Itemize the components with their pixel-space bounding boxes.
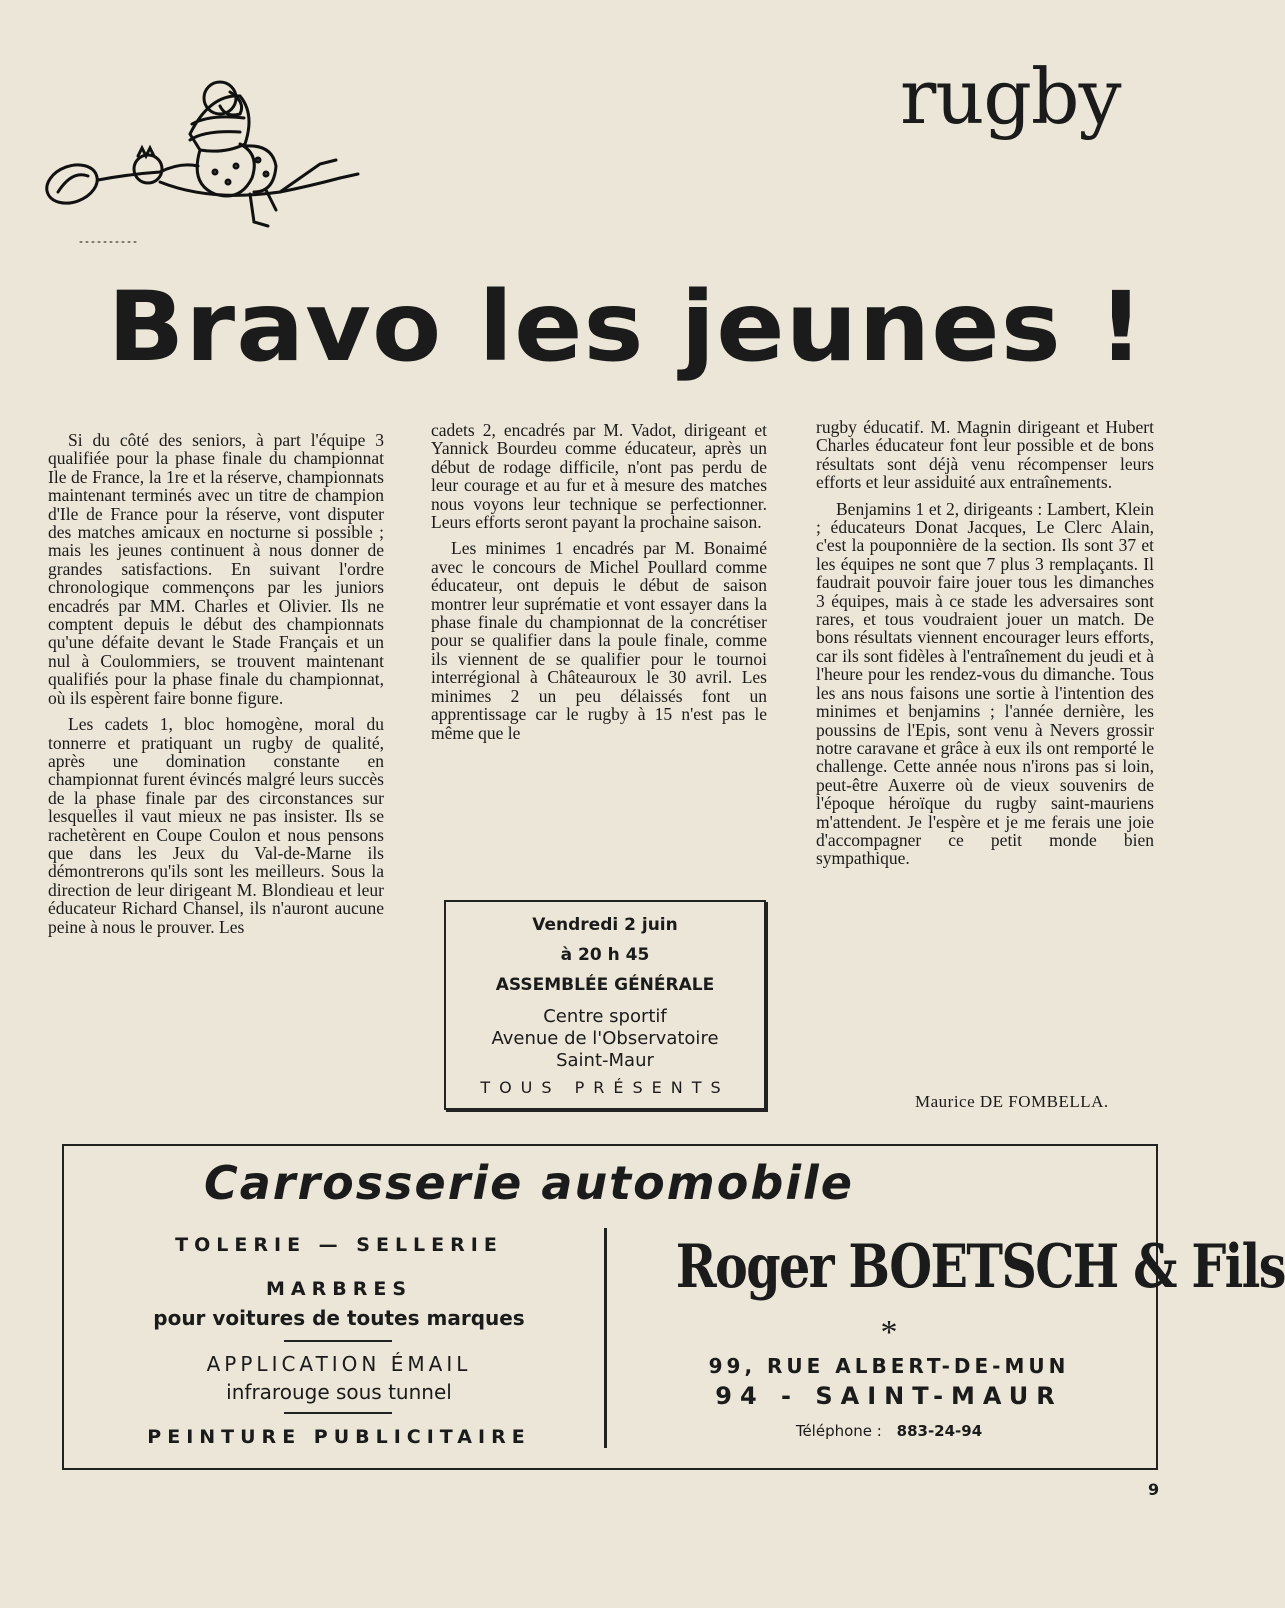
ad-divider [604,1228,607,1448]
headline: Bravo les jeunes ! [107,271,1145,383]
article-paragraph: Les cadets 1, bloc homogène, moral du tonnerre et pratiquant un rugby de qualité, après une domination constante en championnat furent évincés malgré leurs succès de la phase finale par des circonstances sur lesquelles il vaut mieux ne pas insister. Ils se rachetèrent en Coupe Coulon et nous pensons que dans les Jeux du Val-de-Marne ils démontrerons qu'ils sont les meilleurs. Sous la direction de leur dirigeant M. Blondieau et leur éducateur Richard Chansel, ils n'auront aucune peine à nous le prouver. Les [48,714,384,937]
ad-services-line2: MARBRES [265,1278,413,1300]
ad-services-line5: infrarouge sous tunnel [226,1380,452,1404]
ad-address-line2: 94 - SAINT-MAUR [715,1382,1063,1410]
ad-phone-label: Téléphone : [795,1422,882,1440]
event-venue-line2: Avenue de l'Observatoire [491,1028,719,1049]
ad-title: Carrosserie automobile [204,1156,854,1210]
ad-phone [629,1422,1149,1440]
article-paragraph: Les minimes 1 encadrés par M. Bonaimé avec le concours de Michel Poullard comme éducateur, ont depuis le début de saison montrer leur suprématie et vont essayer dans la phase finale du championnat de la concrétiser pour se qualifier dans la poule finale, comme ils viennent de se qualifier pour le tournoi interrégional à Châteauroux le 30 avril. Les minimes 2 un peu délaissés font un apprentissage car le rugby à 15 n'est pas le même que le [431,538,767,743]
ad-services-line3: pour voitures de toutes marques [153,1306,525,1330]
author-signature: Maurice DE FOMBELLA. [915,1092,1109,1111]
ad-services-line6: PEINTURE PUBLICITAIRE [147,1426,531,1448]
article-paragraph: cadets 2, encadrés par M. Vadot, dirigeant et Yannick Bourdeu comme éducateur, après un début de rodage difficile, n'ont pas perdu de leur courage et au fur et à mesure des matches nous voyons leur technique se perfectionner. Leurs efforts seront payant la prochaine saison. [431,420,767,533]
ad-services-line4: APPLICATION ÉMAIL [206,1352,472,1376]
ad-services-line1: TOLERIE — SELLERIE [175,1234,503,1256]
article-column-3 [816,418,1154,876]
article-paragraph: Benjamins 1 et 2, dirigeants : Lambert, Klein ; éducateurs Donat Jacques, Le Clerc Alain, c'est la pouponnière de la section. Ils sont 37 et les équipes ne sont que 7 plus 3 remplaçants. Il faudrait pouvoir faire jouer tous les dimanches 3 équipes, mais à ce stade les adversaires sont rares, et tous voudraient jouer un match. De bons résultats viennent encourager leurs efforts, car ils sont fidèles à l'entraînement du jeudi et à l'heure pour les rendez-vous du dimanche. Tous les ans nous faisons une sortie à l'intention des minimes et benjamins ; l'année dernière, les poussins de l'Epis, sont venu à Nevers grossir notre caravane et grâce à eux ils ont remporté le challenge. Cette année nous n'irons pas si loin, peut-être Auxerre où de vieux souvenirs de l'époque héroïque du rugby saint-mauriens m'attendent. Je l'espère et je me ferais une joie d'accompagner ce petit monde bien sympathique. [816,498,1154,869]
article-paragraph: rugby éducatif. M. Magnin dirigeant et Hubert Charles éducateur font leur possible et de bons résultats sont déjà venu récompenser leurs efforts et leur assiduité aux entraînements. [816,417,1154,493]
ad-company-name: Roger BOETSCH & Fils [675,1232,1285,1302]
article-column-1 [48,431,384,944]
article-column-2 [431,421,767,750]
article-paragraph: Si du côté des seniors, à part l'équipe 3 qualifiée pour la phase finale du championnat Ile de France, la 1re et la réserve, championnats maintenant terminés avec un titre de champion d'Ile de France pour la réserve, vont disputer des matches amicaux en nocturne si possible ; mais les jeunes continuent à nous donner de grandes satisfactions. En suivant l'ordre chronologique commençons par les juniors encadrés par MM. Charles et Olivier. Ils ne comptent depuis le début des championnats qu'une défaite devant le Stade Français et un nul à Coulommiers, se trouvent maintenant qualifiés pour la phase finale du championnat, où ils espèrent faire bonne figure. [48,430,384,708]
event-notice [444,900,766,1110]
event-date: Vendredi 2 juin [532,915,678,935]
advertisement [62,1144,1285,1470]
event-venue-line1: Centre sportif [543,1006,667,1027]
ad-address-line1: 99, RUE ALBERT-DE-MUN [708,1354,1070,1378]
event-title: ASSEMBLÉE GÉNÉRALE [495,975,715,995]
star-icon: * [880,1314,898,1351]
rugby-players-cartoon [40,74,370,254]
section-title: rugby [900,52,1121,141]
page-number: 9 [1148,1480,1160,1499]
ad-phone-number: 883-24-94 [896,1422,983,1440]
event-time: à 20 h 45 [560,945,650,965]
ad-rule [284,1340,392,1342]
event-venue-line3: Saint-Maur [556,1050,654,1071]
event-call: TOUS PRÉSENTS [480,1078,730,1097]
ad-rule [284,1412,392,1414]
